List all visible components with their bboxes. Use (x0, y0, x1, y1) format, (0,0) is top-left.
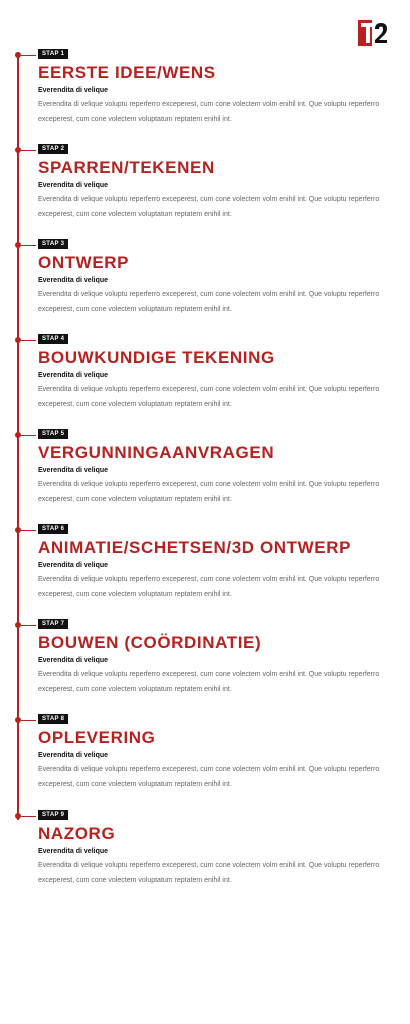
step-description: Everendita di velique voluptu reperferro exceperest, cum cone volectem volm enihil int. Que voluptu reperferro exceperest, cum cone volectem voluptatum reptatem enihil int. (38, 291, 380, 313)
step-subtitle: Everendita di velique (38, 277, 109, 284)
timeline-connector (21, 150, 36, 151)
step-badge: STAP 4 (38, 334, 68, 344)
step-9 (0, 810, 410, 906)
step-badge: STAP 7 (38, 619, 68, 629)
step-badge: STAP 2 (38, 144, 68, 154)
step-description: Everendita di velique voluptu reperferro exceperest, cum cone volectem volm enihil int. Que voluptu reperferro exceperest, cum cone volectem voluptatum reptatem enihil int. (38, 576, 380, 598)
timeline-connector (21, 55, 36, 56)
step-subtitle: Everendita di velique (38, 752, 109, 759)
step-subtitle: Everendita di velique (38, 182, 109, 189)
step-title: VERGUNNINGAANVRAGEN (38, 443, 275, 462)
step-description: Everendita di velique voluptu reperferro exceperest, cum cone volectem volm enihil int. Que voluptu reperferro exceperest, cum cone volectem voluptatum reptatem enihil int. (38, 766, 380, 788)
step-8 (0, 714, 410, 810)
step-badge: STAP 9 (38, 810, 68, 820)
step-description: Everendita di velique voluptu reperferro exceperest, cum cone volectem volm enihil int. Que voluptu reperferro exceperest, cum cone volectem voluptatum reptatem enihil int. (38, 196, 380, 218)
step-5 (0, 429, 410, 525)
step-2 (0, 144, 410, 240)
step-6 (0, 524, 410, 620)
step-title: NAZORG (38, 824, 116, 843)
step-description: Everendita di velique voluptu reperferro exceperest, cum cone volectem volm enihil int. Que voluptu reperferro exceperest, cum cone volectem voluptatum reptatem enihil int. (38, 862, 380, 884)
step-title: BOUWEN (COÖRDINATIE) (38, 633, 262, 652)
timeline-connector (21, 530, 36, 531)
step-description: Everendita di velique voluptu reperferro exceperest, cum cone volectem volm enihil int. Que voluptu reperferro exceperest, cum cone volectem voluptatum reptatem enihil int. (38, 101, 380, 123)
step-4 (0, 334, 410, 430)
step-title: EERSTE IDEE/WENS (38, 63, 216, 82)
timeline-connector (21, 245, 36, 246)
step-title: OPLEVERING (38, 728, 156, 747)
step-description: Everendita di velique voluptu reperferro exceperest, cum cone volectem volm enihil int. Que voluptu reperferro exceperest, cum cone volectem voluptatum reptatem enihil int. (38, 481, 380, 503)
timeline-connector (21, 435, 36, 436)
timeline-connector (21, 625, 36, 626)
step-badge: STAP 8 (38, 714, 68, 724)
step-7 (0, 619, 410, 715)
step-subtitle: Everendita di velique (38, 467, 109, 474)
step-description: Everendita di velique voluptu reperferro exceperest, cum cone volectem volm enihil int. Que voluptu reperferro exceperest, cum cone volectem voluptatum reptatem enihil int. (38, 671, 380, 693)
step-title: SPARREN/TEKENEN (38, 158, 215, 177)
step-badge: STAP 1 (38, 49, 68, 59)
step-1 (0, 49, 410, 145)
step-subtitle: Everendita di velique (38, 87, 109, 94)
step-description: Everendita di velique voluptu reperferro exceperest, cum cone volectem volm enihil int. Que voluptu reperferro exceperest, cum cone volectem voluptatum reptatem enihil int. (38, 386, 380, 408)
t2-logo (358, 20, 390, 46)
step-badge: STAP 3 (38, 239, 68, 249)
step-subtitle: Everendita di velique (38, 657, 109, 664)
step-title: BOUWKUNDIGE TEKENING (38, 348, 275, 367)
timeline-connector (21, 340, 36, 341)
timeline-connector (21, 816, 36, 817)
timeline-connector (21, 720, 36, 721)
step-badge: STAP 6 (38, 524, 68, 534)
step-badge: STAP 5 (38, 429, 68, 439)
step-title: ANIMATIE/SCHETSEN/3D ONTWERP (38, 538, 352, 557)
step-title: ONTWERP (38, 253, 130, 272)
step-subtitle: Everendita di velique (38, 848, 109, 855)
step-3 (0, 239, 410, 335)
step-subtitle: Everendita di velique (38, 372, 109, 379)
step-subtitle: Everendita di velique (38, 562, 109, 569)
